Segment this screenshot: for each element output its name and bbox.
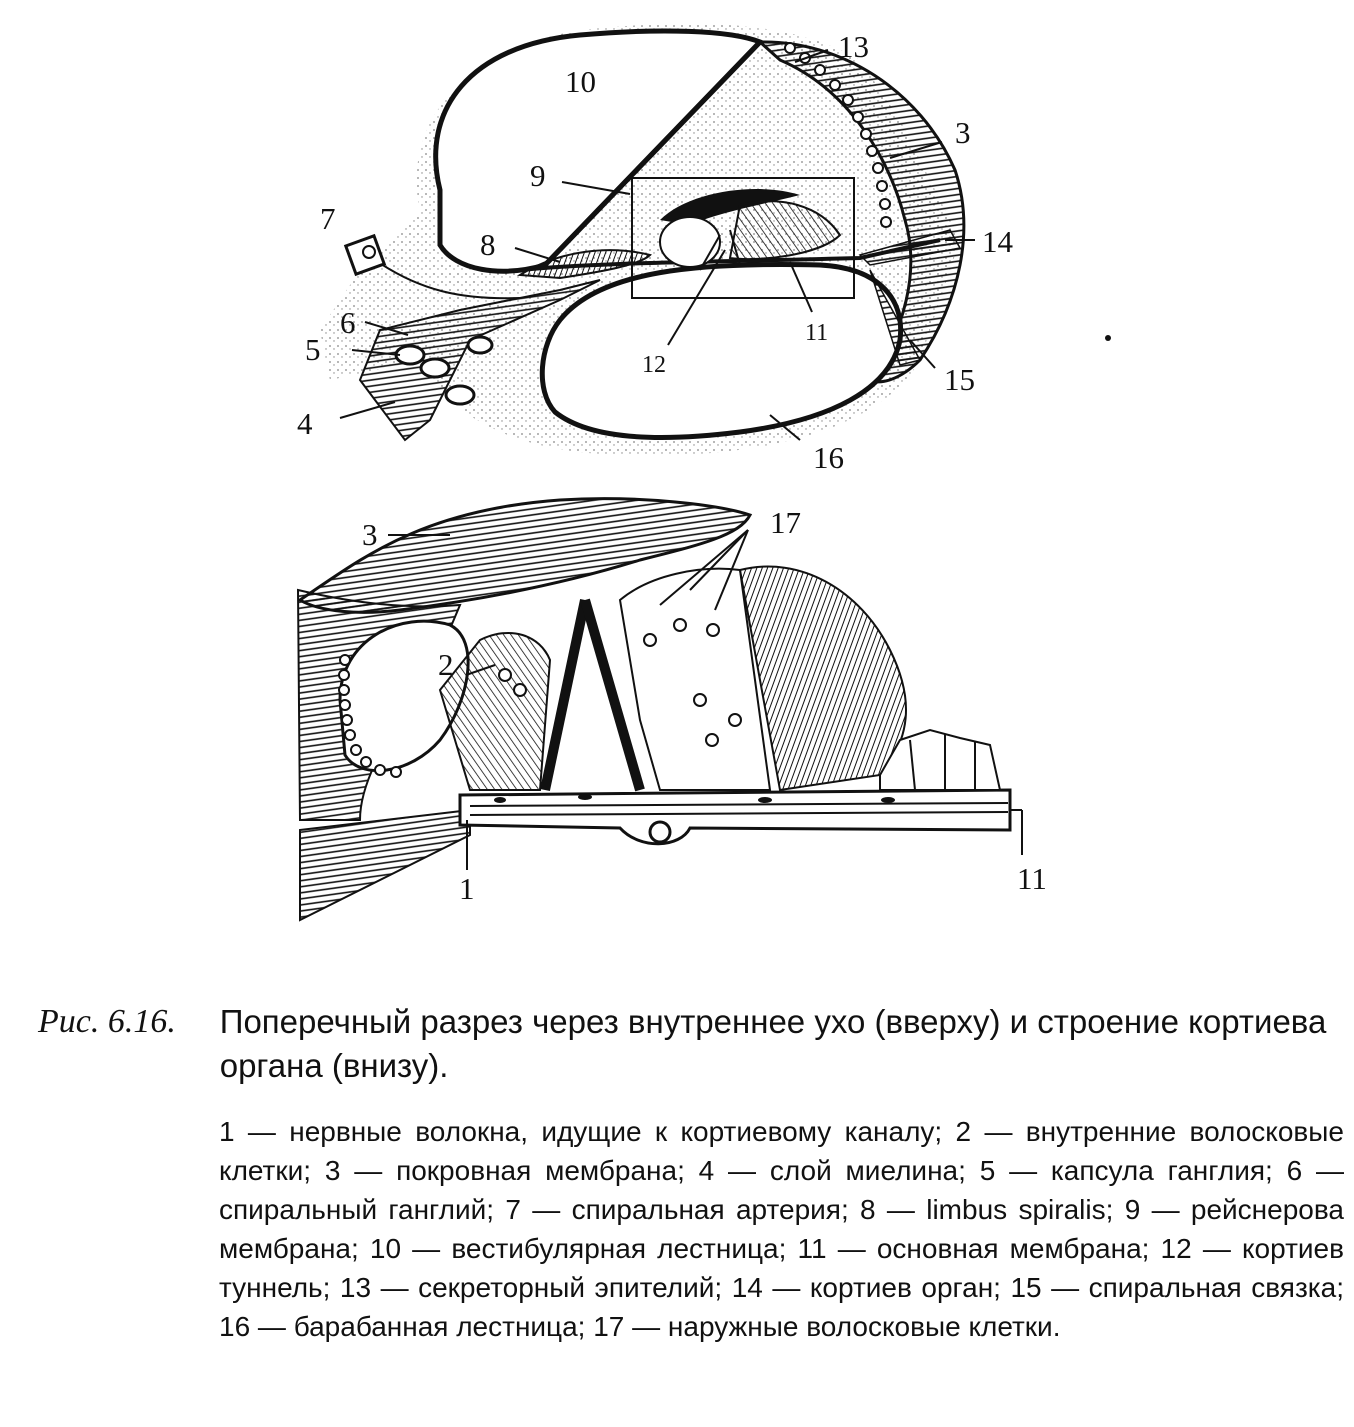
basilar-membrane-detail (460, 790, 1010, 844)
label-3-bottom: 3 (362, 517, 378, 552)
organ-of-corti-detail (298, 499, 1047, 920)
label-17: 17 (770, 505, 801, 540)
label-16: 16 (813, 440, 844, 475)
nerve-fibers (300, 810, 470, 920)
label-15: 15 (944, 362, 975, 397)
figure-caption (38, 1000, 1338, 1088)
label-14: 14 (982, 224, 1013, 259)
figure-number: Рис. 6.16. (38, 1003, 176, 1040)
label-1: 1 (459, 871, 475, 906)
label-6: 6 (340, 305, 356, 340)
label-8: 8 (480, 227, 496, 262)
label-9: 9 (530, 158, 546, 193)
label-7: 7 (320, 201, 336, 236)
figure-title: Поперечный разрез через внутреннее ухо (вверху) и строение кортиева органа (внизу). (219, 1003, 1327, 1084)
label-11-top: 11 (805, 320, 829, 346)
label-3-top: 3 (955, 115, 971, 150)
label-2: 2 (438, 647, 454, 682)
spiral-vessel (650, 822, 670, 842)
label-10: 10 (565, 64, 596, 99)
label-4: 4 (297, 406, 313, 441)
speck (1105, 335, 1111, 341)
label-11-bottom: 11 (1017, 861, 1047, 896)
label-12: 12 (642, 352, 666, 378)
label-5: 5 (305, 332, 321, 367)
label-13: 13 (838, 29, 869, 64)
figure-legend: 1 — нервные волокна, идущие к кортиевому каналу; 2 — внутренние волосковые клетки; 3 — покровная мембрана; 4 — слой миелина; 5 — капсула ганглия; 6 — спиральный ганглий; 7 — спиральная артерия; 8 — limbus spiralis; 9 — рейснерова мембрана; 10 — вестибулярная лестница; 11 — основная мембрана; 12 — кортиев туннель; 13 — секреторный эпителий; 14 — кортиев орган; 15 — спиральная связка; 16 — барабанная лестница; 17 — наружные волосковые клетки. (219, 1116, 1344, 1342)
inner-ear-cross-section (297, 24, 1111, 475)
